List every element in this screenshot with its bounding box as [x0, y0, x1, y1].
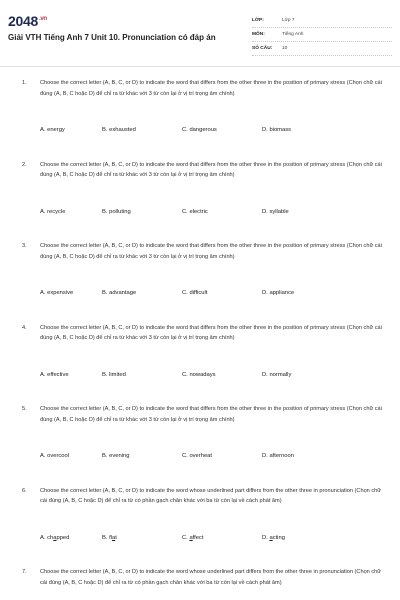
option-word-suffix: ffect — [192, 534, 204, 541]
question-text: Choose the correct letter (A, B, C, or D) to indicate the word whose underlined part differs from the other three in pronunciation (Chọn chữ cái đúng (A, B, C hoặc D) để chỉ ra từ có phần gạch chân khác với ba từ còn lại về cách phát âm) — [40, 487, 381, 504]
answer-option[interactable] — [102, 290, 136, 296]
option-word: overcool — [47, 453, 70, 459]
answer-option[interactable] — [182, 453, 212, 459]
answer-options — [40, 290, 380, 300]
answer-options — [40, 372, 380, 382]
answer-option[interactable] — [182, 209, 208, 215]
option-letter: B. — [102, 208, 108, 215]
option-word: evening — [109, 453, 130, 459]
option-letter: B. — [102, 534, 108, 541]
option-word: overheat — [189, 453, 212, 459]
option-word-underlined: a — [112, 534, 116, 541]
answer-option[interactable] — [102, 127, 136, 133]
header-divider — [0, 66, 400, 67]
option-letter: D. — [262, 127, 268, 133]
meta-label: SỐ CÂU: — [252, 45, 273, 51]
option-word: afternoon — [269, 453, 294, 459]
question-text: Choose the correct letter (A, B, C, or D) to indicate the word that differs from the other three in the position of primary stress (Chọn chữ cái đúng (A, B, C hoặc D) để chỉ ra từ khác với 3 từ còn lại ở vị trí trọng âm chính) — [40, 80, 382, 97]
option-letter: B. — [102, 453, 108, 459]
meta-row-count — [252, 42, 392, 56]
question-number: 3. — [22, 243, 27, 249]
option-letter: D. — [262, 208, 268, 215]
question-text: Choose the correct letter (A, B, C, or D) to indicate the word that differs from the other three in the position of primary stress (Chọn chữ cái đúng (A, B, C hoặc D) để chỉ ra từ khác với 3 từ còn lại ở vị trí trọng âm chính) — [40, 161, 382, 178]
option-word: limited — [109, 371, 126, 378]
option-word: polluting — [109, 208, 131, 215]
meta-value: Tiếng Anh — [282, 31, 304, 37]
option-word-underlined: a — [189, 534, 193, 541]
answer-option[interactable] — [40, 535, 69, 541]
option-word-suffix: t — [115, 534, 117, 541]
meta-value: Lớp 7 — [282, 17, 295, 23]
header — [0, 0, 400, 70]
option-word: normally — [269, 371, 292, 378]
option-word: syllable — [269, 208, 289, 215]
meta-row-subject — [252, 28, 392, 42]
question-number: 2. — [22, 161, 27, 168]
answer-options — [40, 209, 380, 219]
meta-row-class — [252, 14, 392, 28]
option-word: difficult — [189, 290, 208, 296]
option-word: nowadays — [189, 371, 216, 378]
answer-option[interactable] — [40, 290, 73, 296]
meta-label: MÔN: — [252, 31, 265, 37]
answer-options — [40, 127, 380, 137]
option-word: recycle — [47, 208, 66, 215]
option-word: dangerous — [189, 127, 217, 133]
site-logo[interactable]: $2048^{.vn}$ — [8, 13, 47, 29]
question-text: Choose the correct letter (A, B, C, or D) to indicate the word that differs from the other three in the position of primary stress (Chọn chữ cái đúng (A, B, C hoặc D) để chỉ ra từ khác với 3 từ còn lại ở vị trí trọng âm chính) — [40, 406, 382, 423]
answer-option[interactable] — [262, 127, 291, 133]
option-letter: C. — [182, 127, 188, 133]
answer-option[interactable] — [182, 290, 207, 296]
option-word: electric — [189, 208, 208, 215]
option-letter: B. — [102, 290, 108, 296]
option-letter: A. — [40, 208, 46, 215]
meta-value: 10 — [282, 45, 288, 51]
answer-option[interactable] — [262, 372, 291, 378]
answer-option[interactable] — [102, 209, 131, 215]
question-text: Choose the correct letter (A, B, C, or D) to indicate the word that differs from the other three in the position of primary stress (Chọn chữ cái đúng (A, B, C hoặc D) để chỉ ra từ khác với 3 từ còn lại ở vị trí trọng âm chính) — [40, 324, 382, 341]
option-letter: D. — [262, 453, 268, 459]
question-text: Choose the correct letter (A, B, C, or D) to indicate the word that differs from the other three in the position of primary stress (Chọn chữ cái đúng (A, B, C hoặc D) để chỉ ra từ khác với 3 từ còn lại ở vị trí trọng âm chính) — [40, 243, 382, 260]
option-letter: A. — [40, 290, 46, 296]
option-letter: B. — [102, 371, 108, 378]
option-letter: D. — [262, 371, 268, 378]
question-number: 5. — [22, 406, 27, 412]
option-letter: C. — [182, 290, 188, 296]
option-word: effective — [47, 371, 69, 378]
meta-label: LỚP: — [252, 17, 264, 23]
option-word: expensive — [47, 290, 74, 296]
answer-option[interactable] — [40, 453, 69, 459]
option-letter: C. — [182, 534, 188, 541]
answer-option[interactable] — [182, 372, 216, 378]
answer-option[interactable] — [262, 209, 289, 215]
answer-option[interactable] — [40, 372, 69, 378]
option-word: advantage — [109, 290, 137, 296]
option-letter: A. — [40, 534, 46, 541]
question-text: Choose the correct letter (A, B, C, or D) to indicate the word whose underlined part differs from the other three in pronunciation (Chọn chữ cái đúng (A, B, C hoặc D) để chỉ ra từ có phần gạch chân khác với ba từ còn lại về cách phát âm) — [40, 569, 381, 586]
answer-option[interactable] — [262, 535, 285, 541]
answer-option[interactable] — [262, 290, 294, 296]
option-letter: C. — [182, 371, 188, 378]
question-number: 1. — [22, 80, 27, 86]
answer-option[interactable] — [40, 209, 65, 215]
option-word: energy — [47, 127, 65, 133]
option-word-suffix: pped — [56, 534, 70, 541]
option-letter: D. — [262, 290, 268, 296]
meta-info — [252, 14, 392, 56]
option-letter: A. — [40, 371, 46, 378]
option-letter: A. — [40, 453, 46, 459]
option-word: biomass — [269, 127, 292, 133]
page-title: Giải VTH Tiếng Anh 7 Unit 10. Pronunciation có đáp án — [8, 33, 216, 42]
answer-option[interactable] — [182, 127, 217, 133]
answer-option[interactable] — [102, 453, 129, 459]
answer-option[interactable] — [40, 127, 65, 133]
option-letter: D. — [262, 534, 268, 541]
option-word: appliance — [269, 290, 295, 296]
option-letter: A. — [40, 127, 46, 133]
option-letter: C. — [182, 208, 188, 215]
option-letter: C. — [182, 453, 188, 459]
option-letter: B. — [102, 127, 108, 133]
option-word-underlined: a — [269, 534, 273, 541]
answer-options — [40, 453, 380, 463]
answer-option[interactable] — [262, 453, 294, 459]
answer-option[interactable] — [182, 535, 204, 541]
answer-option[interactable] — [102, 535, 117, 541]
answer-options — [40, 535, 380, 545]
question-number: 4. — [22, 324, 27, 331]
option-word-suffix: cting — [272, 534, 285, 541]
option-word-prefix: ch — [47, 534, 54, 541]
option-word: exhausted — [109, 127, 136, 133]
answer-option[interactable] — [102, 372, 126, 378]
option-word-prefix: fl — [109, 534, 113, 541]
question-number: 6. — [22, 487, 27, 494]
question-number: 7. — [22, 569, 27, 575]
option-word-underlined: a — [53, 534, 57, 541]
